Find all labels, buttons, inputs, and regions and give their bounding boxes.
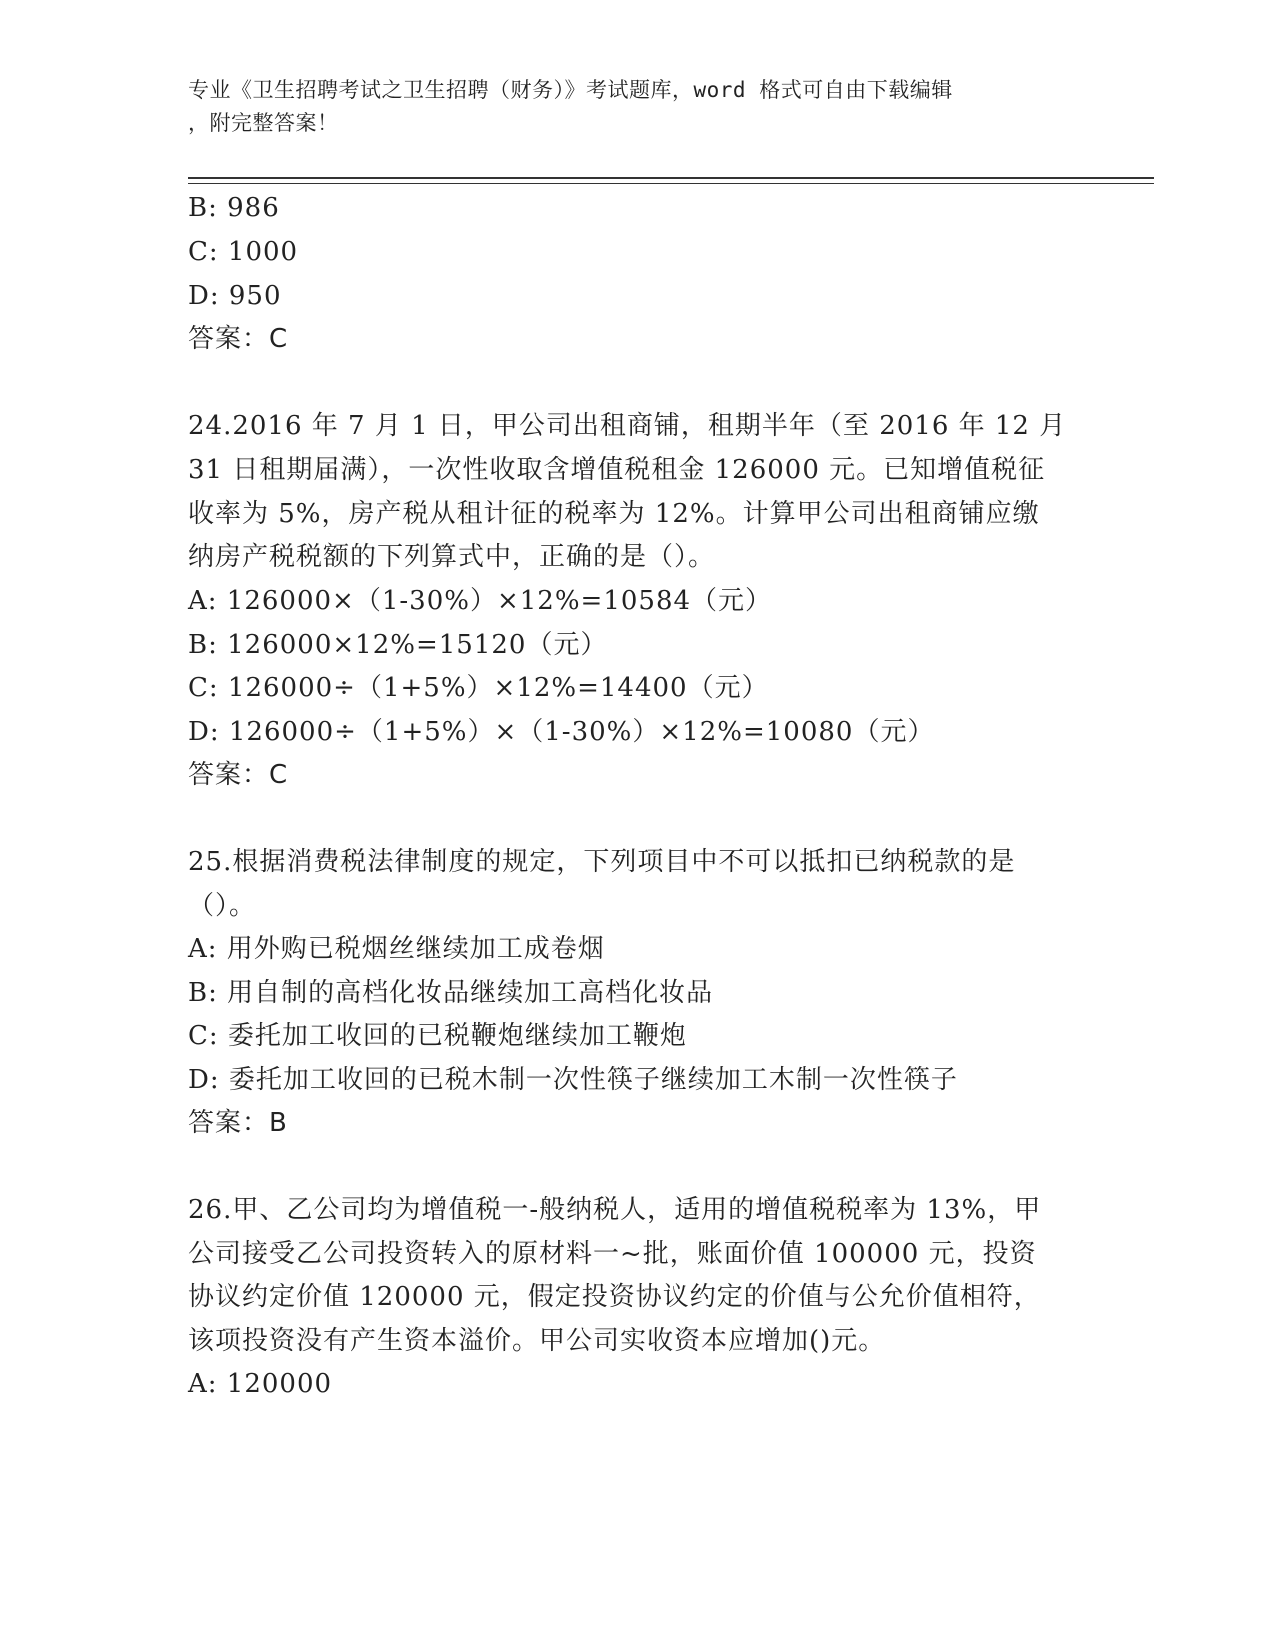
q25-stem-line-2: （）。 — [188, 891, 257, 921]
q24-answer: 答案：C — [188, 760, 289, 790]
q26-option-a: A: 120000 — [188, 1369, 333, 1399]
q25-option-d: D: 委托加工收回的已税木制一次性筷子继续加工木制一次性筷子 — [188, 1065, 958, 1095]
q24-option-a: A: 126000×（1-30%）×12%=10584（元） — [188, 586, 773, 616]
q25-option-b: B: 用自制的高档化妆品继续加工高档化妆品 — [188, 978, 714, 1008]
q24-option-c: C: 126000÷（1+5%）×12%=14400（元） — [188, 673, 769, 703]
q23-option-c: C: 1000 — [188, 237, 299, 267]
q25-option-c: C: 委托加工收回的已税鞭炮继续加工鞭炮 — [188, 1021, 687, 1051]
q24-stem-line-1: 24.2016 年 7 月 1 日，甲公司出租商铺，租期半年（至 2016 年 12 月 — [188, 411, 1067, 441]
q26-stem-line-2: 公司接受乙公司投资转入的原材料一~批，账面价值 100000 元，投资 — [188, 1239, 1037, 1269]
header-rule-thin — [188, 183, 1154, 184]
q23-option-d: D: 950 — [188, 281, 282, 311]
q25-stem-line-1: 25.根据消费税法律制度的规定，下列项目中不可以抵扣已纳税款的是 — [188, 847, 1016, 877]
q26-stem-line-4: 该项投资没有产生资本溢价。甲公司实收资本应增加()元。 — [188, 1326, 886, 1356]
q24-stem-line-4: 纳房产税税额的下列算式中，正确的是（）。 — [188, 542, 716, 572]
page-header — [188, 74, 1088, 140]
header-rule-thick — [188, 177, 1154, 179]
q25-answer: 答案：B — [188, 1108, 288, 1138]
q23-option-b: B: 986 — [188, 193, 280, 223]
q25-option-a: A: 用外购已税烟丝继续加工成卷烟 — [188, 934, 605, 964]
header-line-2: ，附完整答案！ — [188, 111, 339, 135]
q26-stem-line-1: 26.甲、乙公司均为增值税一-般纳税人，适用的增值税税率为 13%，甲 — [188, 1195, 1042, 1225]
q23-answer: 答案：C — [188, 324, 289, 354]
q24-stem-line-2: 31 日租期届满），一次性收取含增值税租金 126000 元。已知增值税征 — [188, 455, 1046, 485]
q24-option-b: B: 126000×12%=15120（元） — [188, 630, 608, 660]
q24-stem-line-3: 收率为 5%，房产税从租计征的税率为 12%。计算甲公司出租商铺应缴 — [188, 499, 1040, 529]
header-line-1: 专业《卫生招聘考试之卫生招聘（财务）》考试题库，word 格式可自由下载编辑 — [188, 78, 953, 102]
q24-option-d: D: 126000÷（1+5%）×（1-30%）×12%=10080（元） — [188, 717, 935, 747]
q26-stem-line-3: 协议约定价值 120000 元，假定投资协议约定的价值与公允价值相符， — [188, 1282, 1041, 1312]
